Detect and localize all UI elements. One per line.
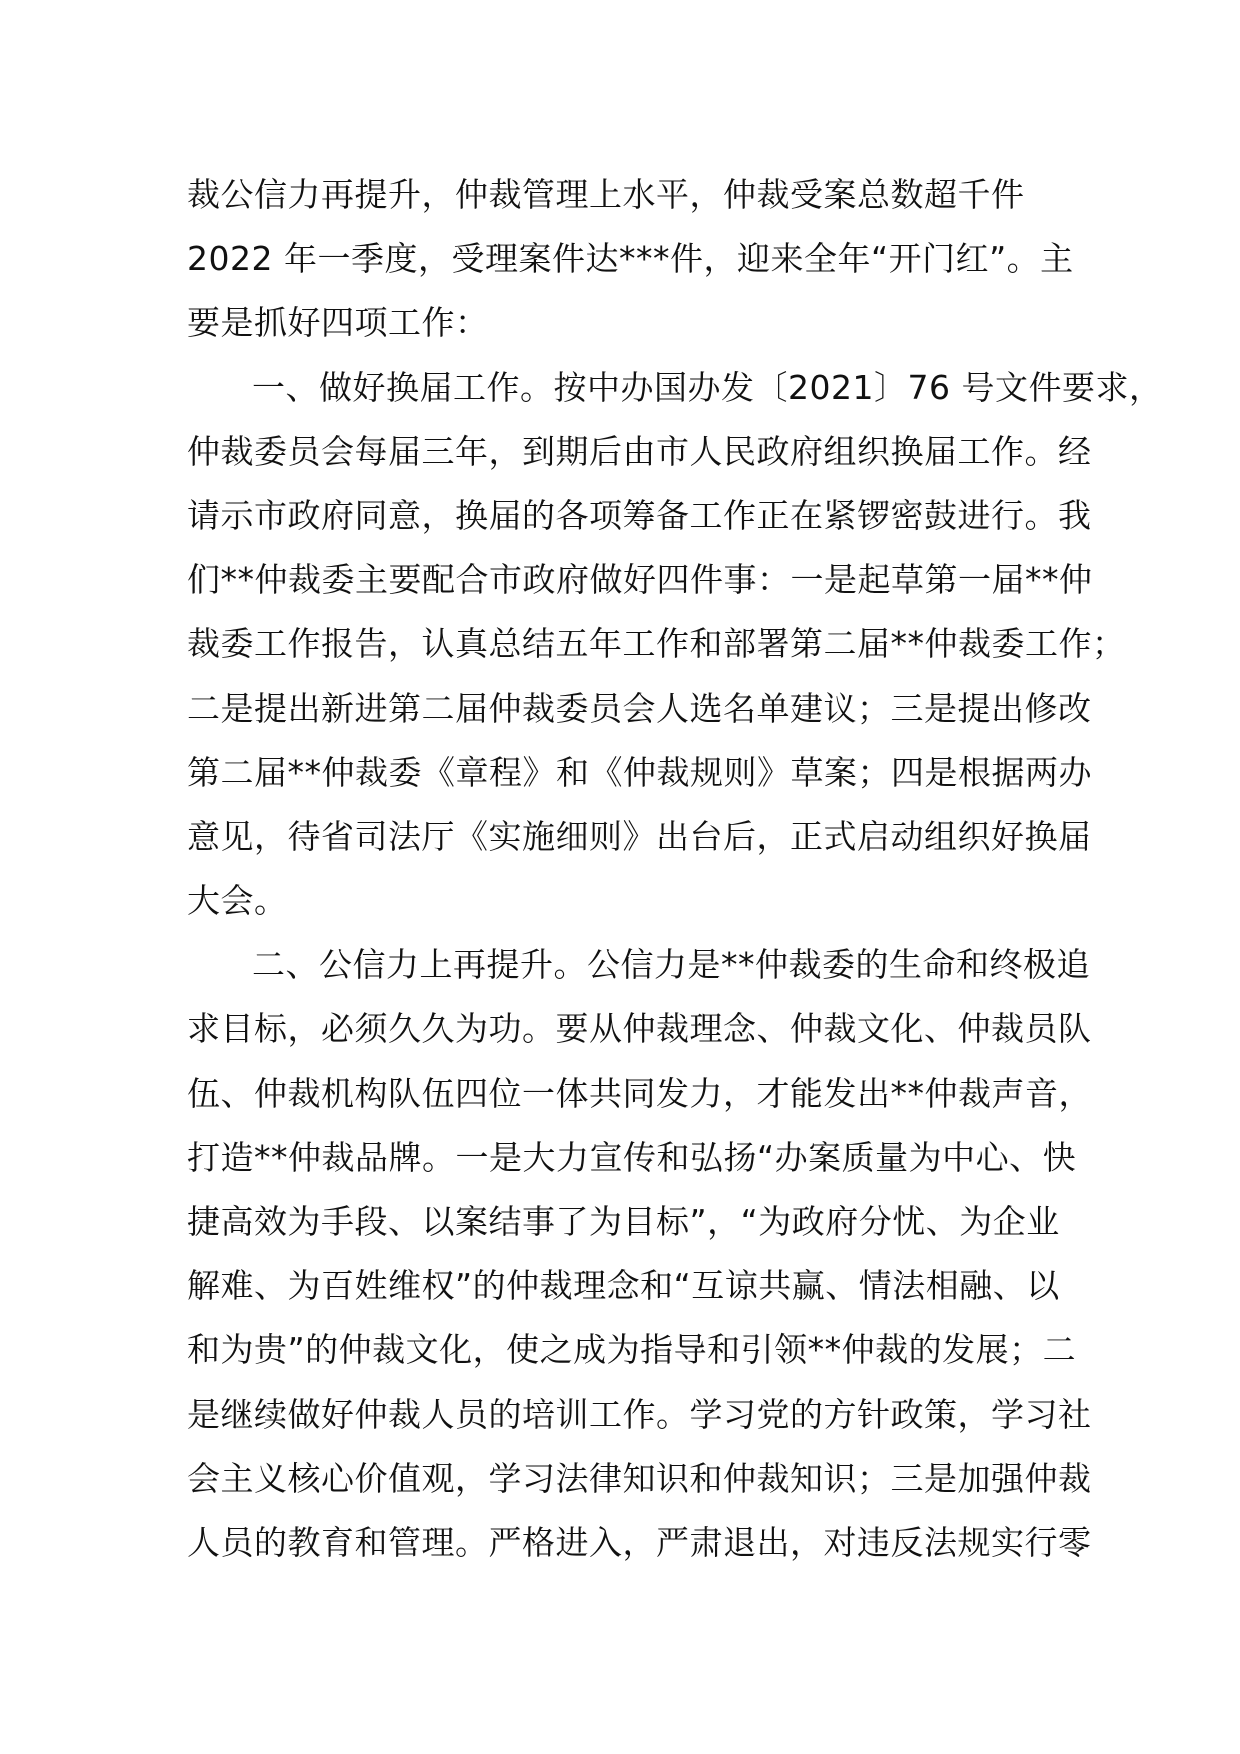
text-line: 人员的教育和管理。严格进入，严肃退出，对违反法规实行零 [187,1522,1092,1562]
text-line: 大会。 [187,881,288,921]
text-line: 会主义核心价值观，学习法律知识和仲裁知识；三是加强仲裁 [187,1458,1092,1498]
text-line: 仲裁委员会每届三年，到期后由市人民政府组织换届工作。经 [187,431,1092,471]
body-text [187,163,1163,1575]
text-line: 和为贵”的仲裁文化，使之成为指导和引领**仲裁的发展；二 [187,1330,1077,1370]
text-line: 伍、仲裁机构队伍四位一体共同发力，才能发出**仲裁声音， [187,1073,1092,1113]
text-line: 意见，待省司法厅《实施细则》出台后，正式启动组织好换届 [187,816,1092,856]
text-line: 要是抓好四项工作： [187,303,489,343]
section-one-heading-line: 一、做好换届工作。按中办国办发〔2021〕76 号文件要求， [252,367,1163,407]
text-line: 捷高效为手段、以案结事了为目标”，“为政府分忧、为企业 [187,1202,1060,1241]
text-line: 裁委工作报告，认真总结五年工作和部署第二届**仲裁委工作； [187,624,1126,664]
text-line: 们**仲裁委主要配合市政府做好四件事：一是起草第一届**仲 [187,560,1093,600]
text-line: 求目标，必须久久为功。要从仲裁理念、仲裁文化、仲裁员队 [187,1009,1092,1049]
text-line: 第二届**仲裁委《章程》和《仲裁规则》草案；四是根据两办 [187,752,1092,792]
text-line: 是继续做好仲裁人员的培训工作。学习党的方针政策，学习社 [187,1394,1092,1434]
text-line: 打造**仲裁品牌。一是大力宣传和弘扬“办案质量为中心、快 [187,1137,1077,1177]
text-line: 二是提出新进第二届仲裁委员会人选名单建议；三是提出修改 [187,688,1092,728]
text-line: 请示市政府同意，换届的各项筹备工作正在紧锣密鼓进行。我 [187,495,1092,535]
text-line: 解难、为百姓维权”的仲裁理念和“互谅共赢、情法相融、以 [187,1266,1060,1306]
section-two-heading-line: 二、公信力上再提升。公信力是**仲裁委的生命和终极追 [252,945,1090,985]
text-line: 2022 年一季度，受理案件达***件，迎来全年“开门红”。主 [187,239,1074,279]
text-line: 裁公信力再提升，仲裁管理上水平，仲裁受案总数超千件 [187,175,1025,214]
